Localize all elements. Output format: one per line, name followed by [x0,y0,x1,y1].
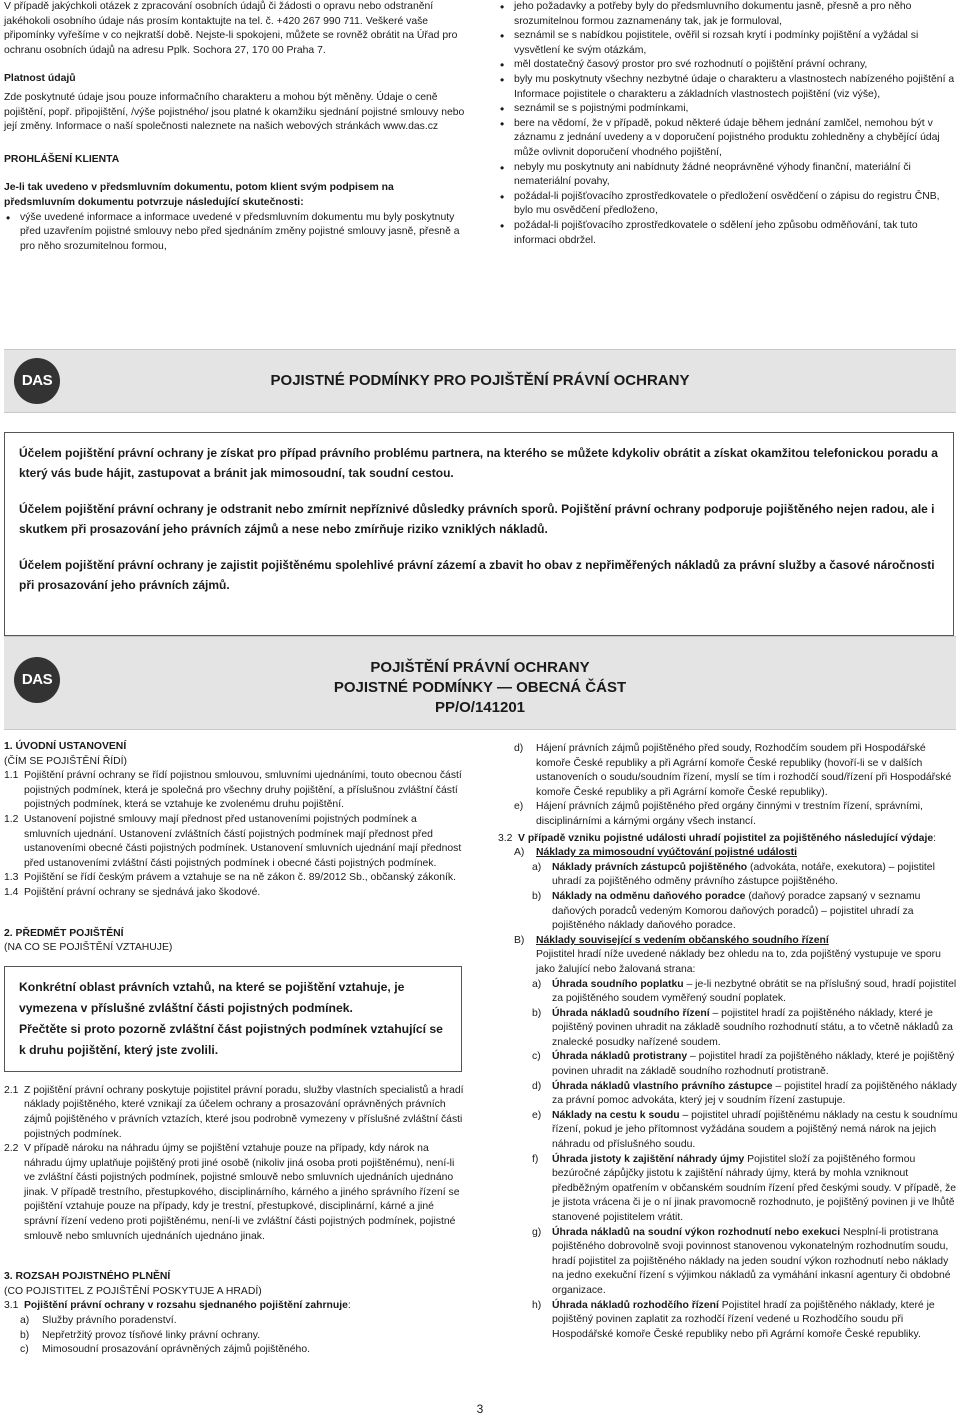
list-text-bold: Úhrada nákladů soudního řízení [552,1007,710,1019]
list-item [498,742,958,800]
left-top-column [4,0,466,254]
clause-text: Pojištění právní ochrany se sjednává jako škodové. [24,886,261,898]
subject-box [4,966,462,1072]
declaration-bullet: • požádal-li pojišťovacího zprostředkovatele o sdělení jeho způsobu odměňování, tak tuto informaci obdržel. [498,219,958,248]
list-text-bold: Náklady na odměnu daňového poradce [552,890,746,902]
purpose-paragraph: Účelem pojištění právní ochrany je zajistit pojištěnému spolehlivé právní zázemí a zbavit ho obav z nepřiměřených nákladů za právní služby a časové náročnosti při prosazování jeho právních zájmů. [19,558,935,592]
subject-box-text: Přečtěte si proto pozorně zvláštní část pojistných podmínek vztahující se k druhu pojištění, který jste zvolili. [19,1021,443,1057]
clause-text-bold: V případě vzniku pojistné události uhradí pojistitel za pojištěného následující výdaje [518,832,934,844]
section-1-subtitle: (ČÍM SE POJIŠTĚNÍ ŘÍDÍ) [4,755,127,767]
declaration-lead: Je-li tak uvedeno v předsmluvním dokumentu, potom klient svým podpisem na předsmluvním dokumentu potvrzuje následující skutečnosti: [4,182,394,208]
clause [4,1142,466,1244]
subsection-marker: B) [514,934,525,946]
list-text: Hájení právních zájmů pojištěného před orgány činnými v trestním řízení, správními, disciplinárními a kárnými orgány všech instancí. [536,801,923,827]
declaration-bullet: • seznámil se s nabídkou pojistitele, ověřil si rozsah krytí i podmínky pojištění a vyžádal si vysvětlení ke svým otázkám, [498,29,958,58]
contact-intro: V případě jakýchkoli otázek z zpracování osobních údajů či žádosti o opravu nebo odstranění jakéhokoli osobního údaje nás prosím kontaktujte na tel. č. +420 267 990 711. Veškeré vaše připomínky vyřešíme v co nejkratší době. Nejste-li spokojeni, můžete se rovněž obrátit na Úřad pro ochranu osobních údajů na adresu Pplk. Sochora 27, 170 00 Praha 7. [4,1,458,56]
clause-text: Pojištění se řídí českým právem a vztahuje se na ně zákon č. 89/2012 Sb., občanský zákoník. [24,872,457,884]
list-text-bold: Náklady právních zástupců pojištěného [552,861,748,873]
declaration-bullet: • byly mu poskytnuty všechny nezbytné údaje o charakteru a vlastnostech nabízeného pojištění a Informace pojistitele o charakteru a základních vlastnostech pojištění (viz výše), [498,73,958,102]
list-text: – pojistitel hradí za pojištěného náklady, které je pojištěný povinen uhradit na základě soudního rozhodnutí státu, a to včetně nákladů za znalecké posudky nařízené soudem. [552,1007,953,1048]
list-marker: b) [532,1007,542,1019]
clause [4,769,466,813]
clause-number: 1.1 [4,770,19,782]
section-1-title: 1. ÚVODNÍ USTANOVENÍ [4,741,127,752]
list-marker: c) [20,1344,29,1356]
page-number: 3 [476,1402,484,1416]
clause-text-bold: Pojištění právní ochrany v rozsahu sjednaného pojištění zahrnuje [24,1300,348,1312]
clause-number: 1.3 [4,872,19,884]
list-text: (daňový poradce zapsaný v seznamu daňových poradců vedeným Komorou daňových poradců) – pojistitel uhradí za pojištěného náklady daňového poradce. [552,890,921,932]
conditions-banner [4,349,956,413]
subsection-title: Náklady související s vedením občanského soudního řízení [536,934,829,946]
clause [4,813,466,871]
list-text: Nesplní-li protistrana pojištěného dobrovolně svoji povinnost stanovenou vykonatelným rozhodnutím soudu, hradí pojistitel za pojištěného náklady na jeden soudní výkon rozhodnutí nebo náklady na jedno exekuční řízení s výjimkou nákladů za vymáhání inkasní agentury či obdobné organizace. [552,1226,951,1296]
list-item [4,1343,466,1358]
list-text: – pojistitel hradí za pojištěného náklady za právní pomoc advokáta, který jej v soudním řízení zastupuje. [552,1080,957,1107]
list-item [498,1226,958,1299]
list-marker: b) [20,1329,30,1341]
list-text-bold: Úhrada nákladů vlastního právního zástupce [552,1080,773,1092]
clause-text: Ustanovení pojistné smlouvy mají přednost před ustanoveními pojistných podmínek a smluvních ujednání. Ustanovení zvláštních částí pojistných podmínek mají přednost před ustanoveními obecné části pojistných podmínek. Ustanovení smluvních ujednání mají přednost před ustanoveními zvláštní části pojistných podmínek i obecné části pojistných podmínek. [24,813,462,869]
section-2-subtitle: (NA CO SE POJIŠTĚNÍ VZTAHUJE) [4,942,173,954]
clause-text: V případě nároku na náhradu újmy se pojištění vztahuje pouze na případy, kdy nárok na náhradu újmy uplatňuje pojištěný proti jiné osobě (nikoliv jiná osoba proti pojištěnému), není-li ve zvláštní části pojistných podmínek, pojistné smlouvě nebo smluvních ujednáních ujednáno jinak. V případě trestního, přestupkového, disciplinárního, kárného a jiného správního řízení se pojištění vztahuje pouze na případy, kdy je trestní, přestupkové, disciplinární, kárné a jiné správní řízení vedeno proti pojištěnému, není-li ve zvláštní části pojistných podmínek, pojistné smlouvě nebo smluvních ujednáních ujednáno jinak. [24,1143,460,1242]
clause [4,886,466,901]
list-marker: e) [514,801,524,813]
validity-heading: Platnost údajů [4,73,76,85]
right-bottom-column [498,742,958,1342]
clause-number: 1.2 [4,813,19,825]
clause-number: 2.1 [4,1084,19,1096]
general-part-banner [4,636,956,730]
declaration-bullet: • požádal-li pojišťovacího zprostředkovatele o předložení osvědčení o zápisu do registru ČNB, bylo mu osvědčení předloženo, [498,190,958,219]
list-text: (advokáta, notáře, exekutora) – pojistitel uhradí za pojištěného odměny právního zástupce pojištěného. [552,861,935,888]
clause [4,871,466,886]
declaration-bullet: • jeho požadavky a potřeby byly do předsmluvního dokumentu jasně, přesně a pro něho srozumitelnou formou zaznamenány tak, jak je formuloval, [498,0,958,29]
subsection-heading [498,846,958,861]
list-item [498,861,958,890]
list-marker: g) [532,1226,542,1238]
purpose-paragraph: Účelem pojištění právní ochrany je odstranit nebo zmírnit nepříznivé důsledky právních sporů. Pojištění právní ochrany podporuje pojištěného nejen radou, ale i skutkem při prosazování jeho právních zájmů a nese nebo zmírňuje riziko vzniklých nákladů. [19,502,935,536]
list-text: Hájení právních zájmů pojištěného před soudy, Rozhodčím soudem při Hospodářské komoře České republiky a při Agrární komoře České republiky (hovoří-li se v dalších ustanoveních o soudu/soudním řízení, myslí se tím i rozhodčí soud/řízení při Hospodářské komoře České republiky a při Agrární komoře České republiky). [536,743,952,798]
declaration-bullet: • seznámil se s pojistnými podmínkami, [498,102,958,117]
list-item [498,1299,958,1343]
list-text: – pojistitel hradí za pojištěného náklady, které je pojištěný povinen uhradit na základě soudního rozhodnutí protistraně. [552,1051,955,1078]
list-text: – je-li nezbytné obrátit se na příslušný soud, hradí pojistitel za pojištěného soudem vyměřený soudní poplatek. [552,978,957,1005]
list-marker: a) [532,861,542,873]
clause-number: 1.4 [4,886,19,898]
purpose-paragraph: Účelem pojištění právní ochrany je získat pro případ právního problému partnera, na kterého se můžete kdykoliv obrátit a získat okamžitou telefonickou poradu a který vás bude hájit, zastupovat a bránit jak mimosoudní, tak soudní cestou. [19,446,938,480]
list-item [498,1050,958,1079]
clause-text: Z pojištění právní ochrany poskytuje pojistitel právní poradu, služby vlastních specialistů a hradí náklady pojištěného, které vznikají za účelem ochrany a prosazování oprávněných právních zájmů pojištěného v právních vztazích, které jsou podrobně vymezeny v příslušné zvláštní části pojistných podmínek. [24,1084,464,1140]
section-2-title: 2. PŘEDMĚT POJIŠTĚNÍ [4,927,124,939]
clause [4,1084,466,1142]
list-marker: a) [20,1315,30,1327]
list-text-bold: Náklady na cestu k soudu [552,1109,680,1121]
list-marker: b) [532,890,542,902]
list-text: Pojistitel hradí za pojištěného náklady, které je pojištěný povinen zaplatit za rozhodčí řízení vedené u Rozhodčího soudu při Hospodářské komoře České republiky nebo při Agrární komoře České republiky. [552,1299,935,1340]
clause-text: Pojištění právní ochrany se řídí pojistnou smlouvou, smluvními ujednáními, touto obecnou částí pojistných podmínek, která je společná pro všechny druhy pojištění, a příslušnou zvláštní částí pojistných podmínek, která se vztahuje ke zvolenému druhu pojištění. [24,770,462,811]
list-item [498,890,958,934]
clause [4,1299,466,1314]
subsection-title: Náklady za mimosoudní vyúčtování pojistné události [536,847,797,859]
declaration-bullet: • výše uvedené informace a informace uvedené v předsmluvním dokumentu mu byly poskytnuty před uzavřením pojistné smlouvy nebo před sjednáním změny pojistné smlouvy jasně, přesně a pro něho srozumitelnou formou, [4,211,466,255]
list-marker: f) [532,1153,539,1165]
clause-text: : [933,832,937,844]
section-3-title: 3. ROZSAH POJISTNÉHO PLNĚNÍ [4,1271,171,1283]
list-item [498,800,958,829]
list-text: Nepřetržitý provoz tísňové linky právní ochrany. [42,1329,261,1341]
list-text: Pojistitel složí za pojištěného formou bezúročné zápůjčky jistotu k zajištění náhrady újmy, která by mohla vzniknout předběžným opatřením v občanském soudním řízení před českými soudy. V případě, že je jistota vrácena či je o ní jinak pravomocně rozhodnuto, je pojištěný povinen ji ve lhůtě stanovené pojistitelem vrátit. [552,1153,957,1223]
subject-box-text: Konkrétní oblast právních vztahů, na které se pojištění vztahuje, je vymezena v příslušné zvláštní části pojistných podmínek. [19,979,405,1015]
list-item [498,1109,958,1153]
list-marker: c) [532,1051,541,1063]
banner-title: POJISTNÉ PODMÍNKY PRO POJIŠTĚNÍ PRÁVNÍ OCHRANY [270,372,690,389]
list-item [498,1007,958,1051]
das-logo: DAS [14,657,60,703]
subsection-intro: Pojistitel hradí níže uvedené náklady bez ohledu na to, zda pojištěný vystupuje ve sporu jako žalující nebo žalovaná strana: [536,949,941,975]
subsection-marker: A) [514,847,525,859]
list-marker: d) [514,743,524,754]
list-marker: d) [532,1080,542,1092]
subsection-heading [498,934,958,949]
declaration-bullet: • nebyly mu poskytnuty ani nabídnuty žádné neoprávněné výhody finanční, materiální či nemateriální povahy, [498,161,958,190]
list-item [4,1329,466,1344]
list-marker: h) [532,1299,542,1311]
list-text: Mimosoudní prosazování oprávněných zájmů pojištěného. [42,1344,311,1356]
clause-number: 3.2 [498,832,513,844]
document-code: PP/O/141201 [434,699,526,716]
clause-number: 3.1 [4,1300,19,1312]
list-item [498,978,958,1007]
das-logo: DAS [14,358,60,404]
clause [498,832,958,847]
list-item [498,1153,958,1226]
declaration-bullet: • měl dostatečný časový prostor pro své rozhodnutí o pojištění právní ochrany, [498,58,958,73]
section-3-subtitle: (CO POJISTITEL Z POJIŠTĚNÍ POSKYTUJE A HRADÍ) [4,1285,262,1297]
list-text: Služby právního poradenství. [42,1315,177,1327]
list-marker: a) [532,978,542,990]
list-text-bold: Úhrada nákladů protistrany [552,1051,688,1063]
list-text: – pojistitel uhradí pojištěnému náklady na cestu k soudnímu řízení, pokud je jeho přítomnost vyžádána soudem a pojištěný nemá nárok na jejich náhradu od příslušného soudu. [552,1109,958,1151]
banner-title-line2: POJISTNÉ PODMÍNKY — OBECNÁ ČÁST [333,679,627,696]
list-item [4,1314,466,1329]
list-marker: e) [532,1109,542,1121]
list-text-bold: Úhrada jistoty k zajištění náhrady újmy [552,1153,745,1165]
declaration-bullet: • bere na vědomí, že v případě, pokud některé údaje během jednání zamlčel, nemohou být v záznamu z jednání uvedeny a v doporučení pojistného produktu zohledněny a chybějící údaj může ovlivnit doporučení vhodného pojištění, [498,117,958,161]
list-text-bold: Úhrada nákladů na soudní výkon rozhodnutí nebo exekuci [552,1226,841,1238]
right-top-column [498,0,958,248]
list-text-bold: Úhrada nákladů rozhodčího řízení [552,1299,719,1311]
list-item [498,1080,958,1109]
left-bottom-column [4,740,466,1358]
clause-number: 2.2 [4,1143,19,1155]
clause-text: : [347,1300,351,1312]
list-text-bold: Úhrada soudního poplatku [552,978,684,990]
purpose-box [4,432,954,636]
banner-title-line1: POJIŠTĚNÍ PRÁVNÍ OCHRANY [370,659,590,676]
declaration-heading: PROHLÁŠENÍ KLIENTA [4,153,120,165]
validity-text: Zde poskytnuté údaje jsou pouze informačního charakteru a mohou být měněny. Údaje o ceně pojištění, popř. připojištění, /výše pojistného/ jsou platné k okamžiku sjednání pojistné smlouvy nebo její změny. Informace o naší společnosti naleznete na našich webových stránkách www.das.cz [4,91,465,133]
